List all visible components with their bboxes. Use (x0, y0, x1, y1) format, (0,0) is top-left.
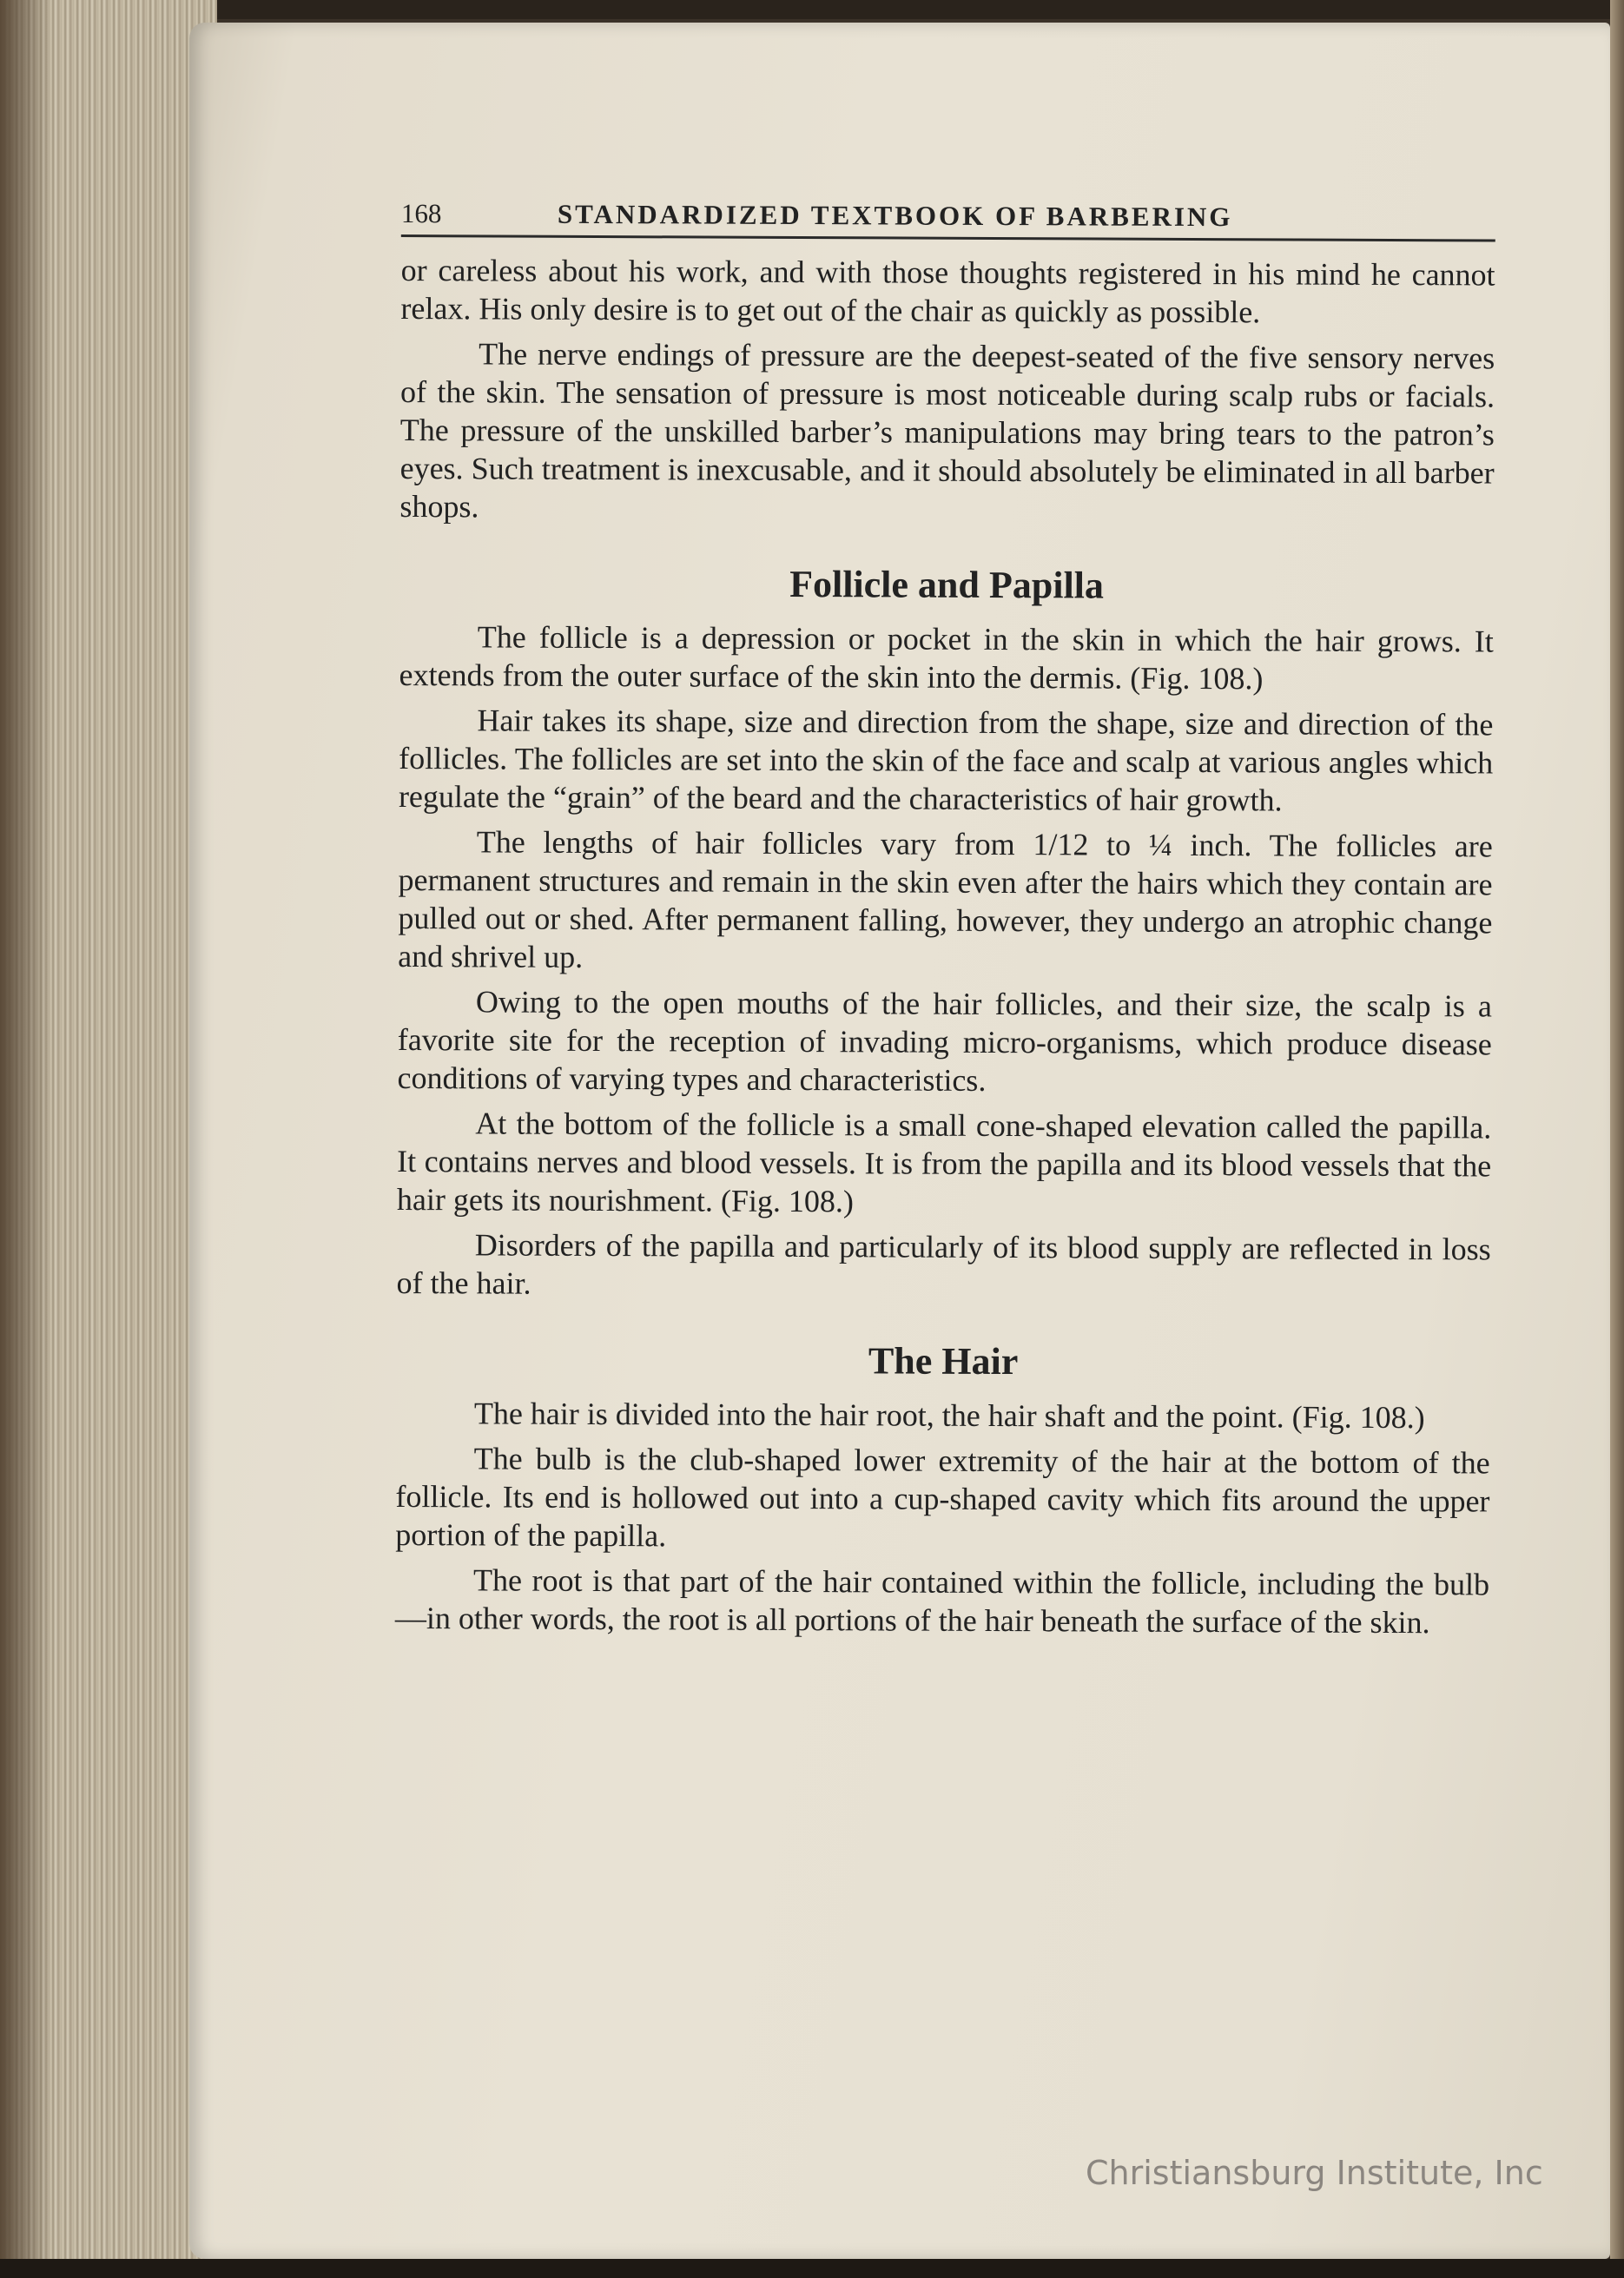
follicle-paragraph: At the bottom of the follicle is a small cone-shaped elevation called the papilla. It contains nerves and blood vessels. It is from the papilla and its blood vessels that the hair gets its nourishment. (Fig. 108.) (396, 1106, 1492, 1219)
follicle-paragraph: The follicle is a depression or pocket in the skin in which the hair grows. It extends from the outer surface of the skin into the dermis. (Fig. 108.) (399, 619, 1494, 697)
follicle-section-heading: Follicle and Papilla (789, 562, 1105, 607)
running-head (401, 198, 1495, 241)
hair-paragraph: The bulb is the club-shaped lower extremity of the hair at the bottom of the follicle. Its end is hollowed out into a cup-shaped cavity which fits around the upper portion of the papilla. (395, 1441, 1490, 1554)
follicle-paragraph: Owing to the open mouths of the hair follicles, and their size, the scalp is a favorite site for the reception of invading micro-organisms, which produce disease conditions of varying types and characteristics. (397, 984, 1493, 1098)
page-number: 168 (400, 198, 442, 229)
book-right-edge (1610, 0, 1624, 2278)
intro-paragraph-1: or careless about his work, and with those thoughts registered in his mind he cannot relax. His only desire is to get out of the chair as quickly as possible. (400, 252, 1495, 330)
follicle-paragraph: The lengths of hair follicles vary from 1/12 to ¼ inch. The follicles are permanent structures and remain in the skin even after the hairs which they contain are pulled out or shed. After permanent falling, however, they undergo an atrophic change and shrivel up. (398, 824, 1493, 974)
book-bottom-shadow (0, 2259, 1624, 2278)
hair-section-heading: The Hair (868, 1339, 1019, 1383)
hair-paragraph: The root is that part of the hair contained within the follicle, including the bulb—in other words, the root is all portions of the hair beneath the surface of the skin. (394, 1562, 1490, 1641)
page-text-block (395, 198, 1495, 1648)
follicle-paragraph: Disorders of the papilla and particularly of its blood supply are reflected in loss of the hair. (396, 1227, 1491, 1301)
follicle-paragraph: Hair takes its shape, size and direction from the shape, size and direction of the follicles. The follicles are set into the skin of the face and scalp at various angles which regulate the “grain” of the beard and the characteristics of hair growth. (398, 703, 1494, 818)
watermark: Christiansburg Institute, Inc (1086, 2154, 1543, 2192)
book-title: STANDARDIZED TEXTBOOK OF BARBERING (557, 198, 1233, 233)
hair-paragraph: The hair is divided into the hair root, the hair shaft and the point. (Fig. 108.) (473, 1396, 1425, 1436)
intro-paragraph-2: The nerve endings of pressure are the deepest-seated of the five sensory nerves of the skin. The sensation of pressure is most noticeable during scalp rubs or facials. The pressure of the unskilled barber’s manipulations may bring tears to the patron’s eyes. Such treatment is inexcusable, and it should absolutely be eliminated in all barber shops. (399, 336, 1495, 525)
book-top-shadow (0, 0, 1624, 19)
book-page-edges (0, 0, 217, 2278)
